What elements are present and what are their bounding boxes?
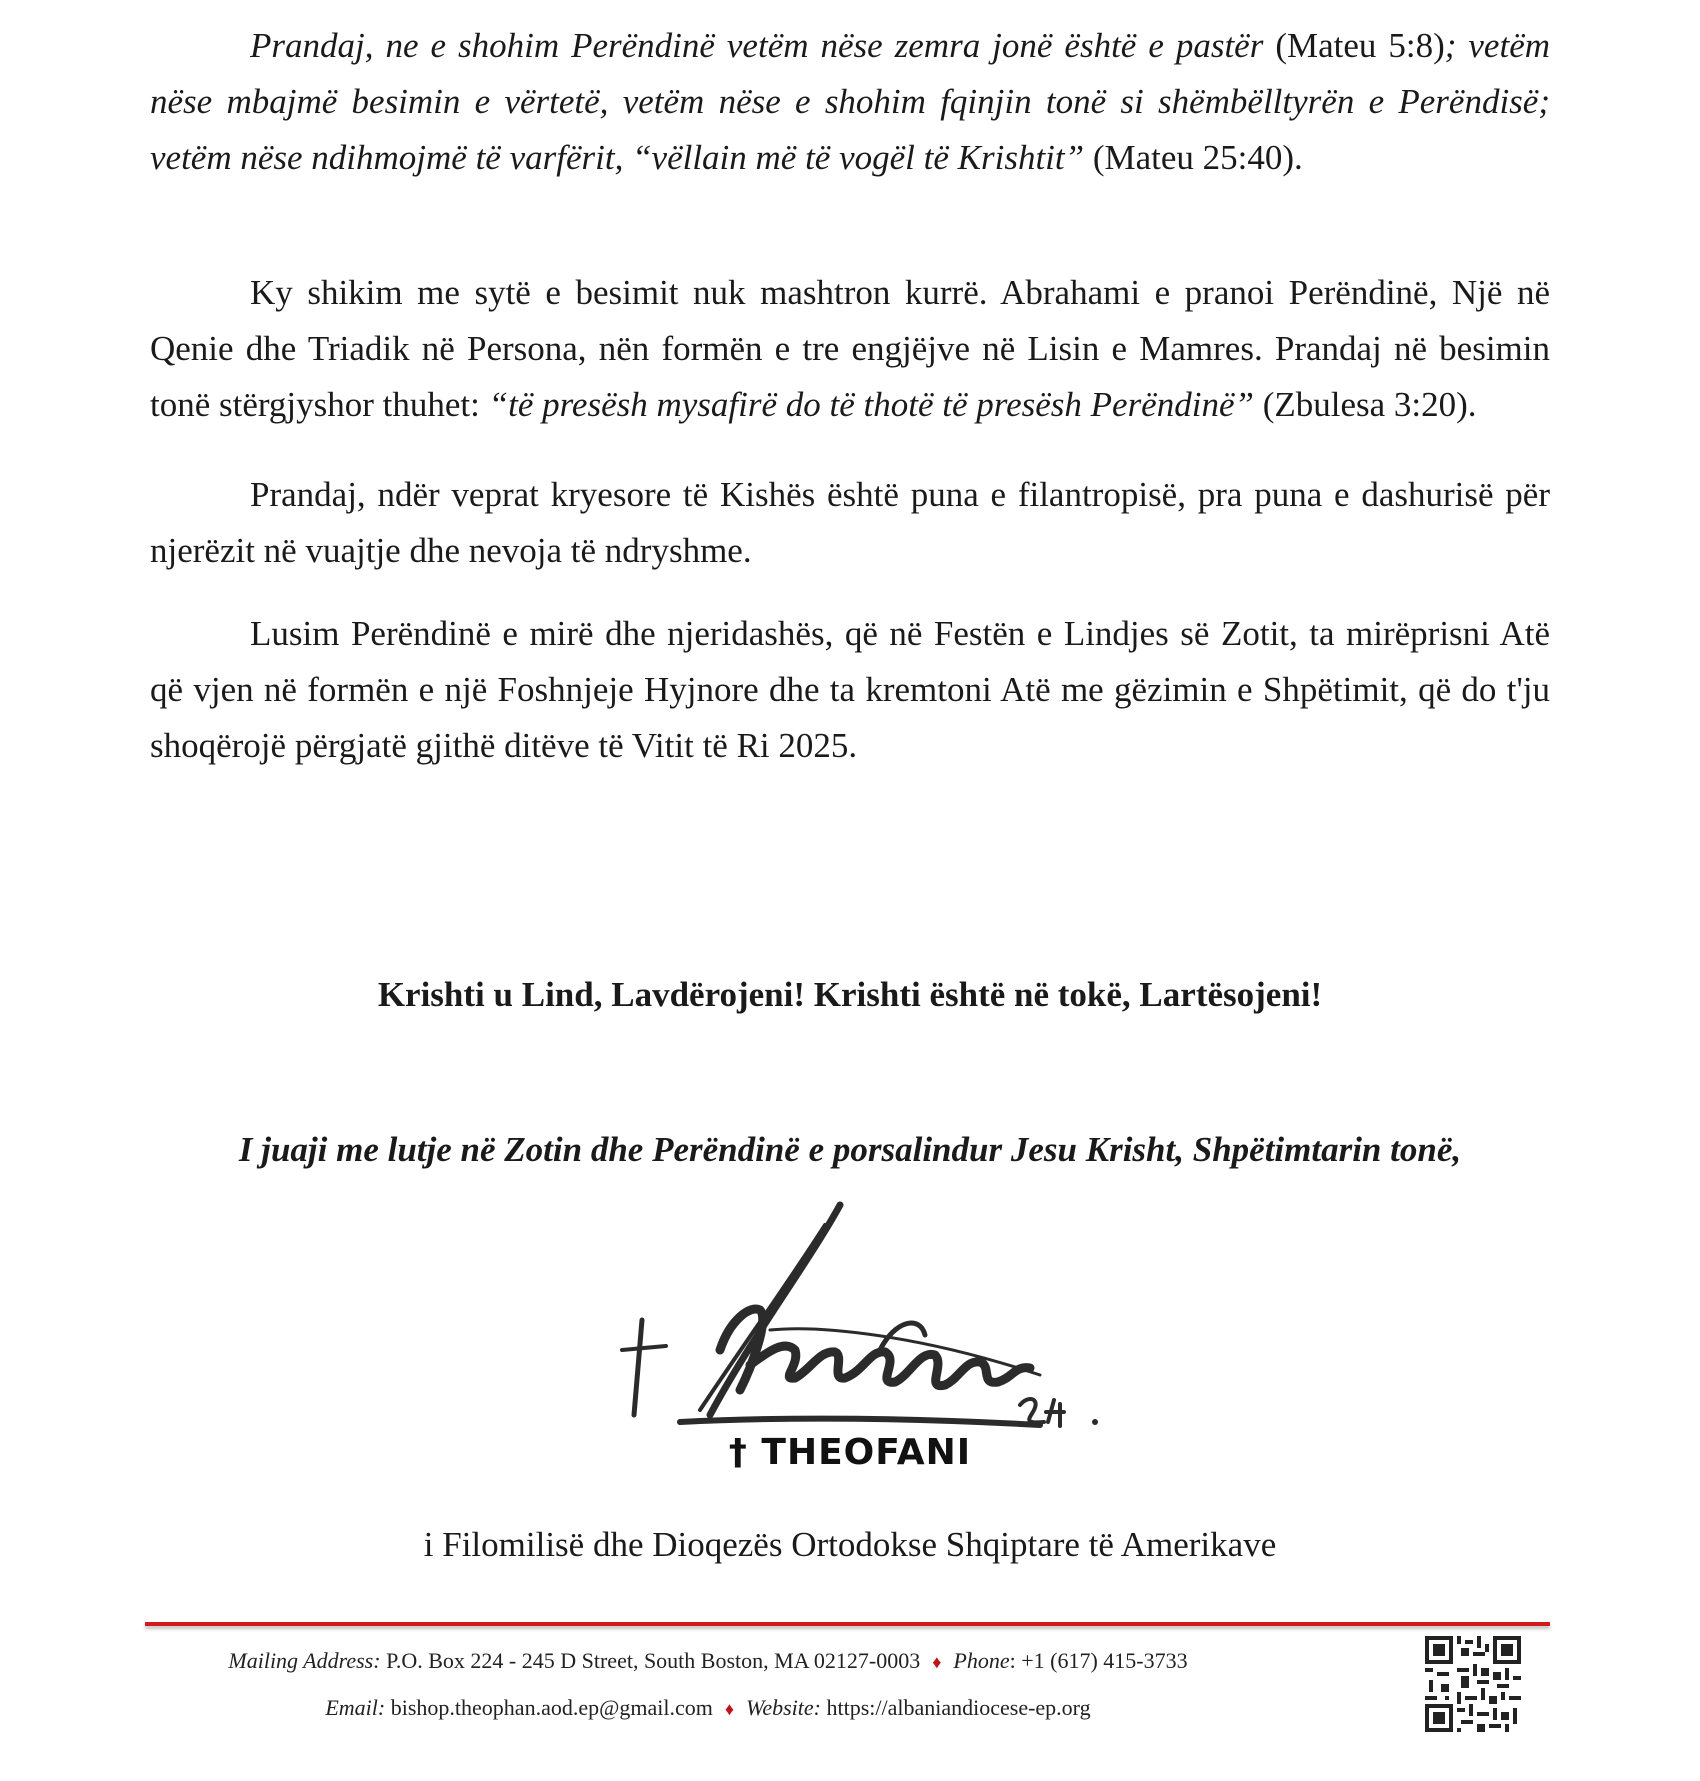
footer-rule: [145, 1622, 1550, 1626]
p1-italic-2: ; vetëm nëse mbajmë besimin e vërtetë, vetëm nëse e shohim fqinjin tonë si shëmbëlltyrën e Perëndisë; vetëm nëse ndihmojmë të varfërit, “vëllain më të vogël të Krishtit”: [150, 26, 1551, 177]
website-link[interactable]: https://albaniandiocese-ep.org: [820, 1695, 1091, 1720]
p1-reference-2: (Mateu 25:40).: [1084, 138, 1303, 177]
signature-cross-horizontal: [622, 1346, 666, 1350]
paragraph-2: [150, 265, 1550, 433]
phone-number: : +1 (617) 415-3733: [1009, 1648, 1188, 1673]
mailing-address: P.O. Box 224 - 245 D Street, South Boston, MA 02127-0003: [380, 1648, 921, 1673]
p1-reference-1: (Mateu 5:8): [1263, 26, 1445, 65]
signature-main-stroke: [710, 1205, 840, 1415]
name-text: THEOFANI: [761, 1432, 972, 1473]
paragraph-1: [150, 18, 1550, 186]
signature-dot: [1092, 1419, 1098, 1425]
signature-letters: [720, 1309, 1030, 1390]
mailing-label: Mailing Address:: [228, 1648, 381, 1673]
footer-line-2: [0, 1695, 1416, 1721]
signatory-name: [0, 1432, 1700, 1473]
signatory-title: i Filomilisë dhe Dioqezës Ortodokse Shqiptare të Amerikave: [423, 1525, 1277, 1564]
website-label: Website:: [746, 1695, 821, 1720]
p2-reference: (Zbulesa 3:20).: [1253, 385, 1477, 424]
email-label: Email:: [325, 1695, 386, 1720]
qr-code-icon: [1425, 1636, 1521, 1732]
signature-underline: [680, 1419, 1040, 1425]
separator-diamond-icon: ♦: [724, 1699, 735, 1719]
p2-text: Ky shikim me sytë e besimit nuk mashtron kurrë. Abrahami e pranoi Perëndinë, Një në Qenie dhe Triadik në Persona, nën formën e tre engjëjve në Lisin e Mamres. Prandaj në besimin tonë stërgjyshor thuhet:: [150, 273, 1550, 424]
separator-diamond-icon: ♦: [932, 1652, 942, 1672]
closing-line: I juaji me lutje në Zotin dhe Perëndinë e porsalindur Jesu Krisht, Shpëtimtarin tonë,: [238, 1130, 1462, 1169]
name-cross: †: [728, 1432, 748, 1473]
signature-cross-vertical: [634, 1320, 642, 1415]
paragraph-4: Lusim Perëndinë e mirë dhe njeridashës, që në Festën e Lindjes së Zotit, ta mirëprisni Atë që vjen në formën e një Foshnjeje Hyjnore dhe ta kremtoni Atë me gëzimin e Shpëtimit, që do t'ju shoqërojë përgjatë gjithë ditëve të Vitit të Ri 2025.: [150, 614, 1550, 765]
paragraph-3: Prandaj, ndër veprat kryesore të Kishës është puna e filantropisë, pra puna e dashurisë për njerëzit në vuajtje dhe nevoja të ndryshme.: [150, 475, 1550, 570]
phone-label: Phone: [953, 1648, 1010, 1673]
christmas-greeting: Krishti u Lind, Lavdërojeni! Krishti është në tokë, Lartësojeni!: [377, 975, 1323, 1014]
p1-italic-1: Prandaj, ne e shohim Perëndinë vetëm nëse zemra jonë është e pastër: [250, 26, 1264, 65]
handwritten-signature: [620, 1200, 1160, 1445]
footer-line-1: [0, 1648, 1416, 1674]
email-link[interactable]: bishop.theophan.aod.ep@gmail.com: [385, 1695, 713, 1720]
p2-quote: “të presësh mysafirë do të thotë të presësh Perëndinë”: [488, 385, 1254, 424]
